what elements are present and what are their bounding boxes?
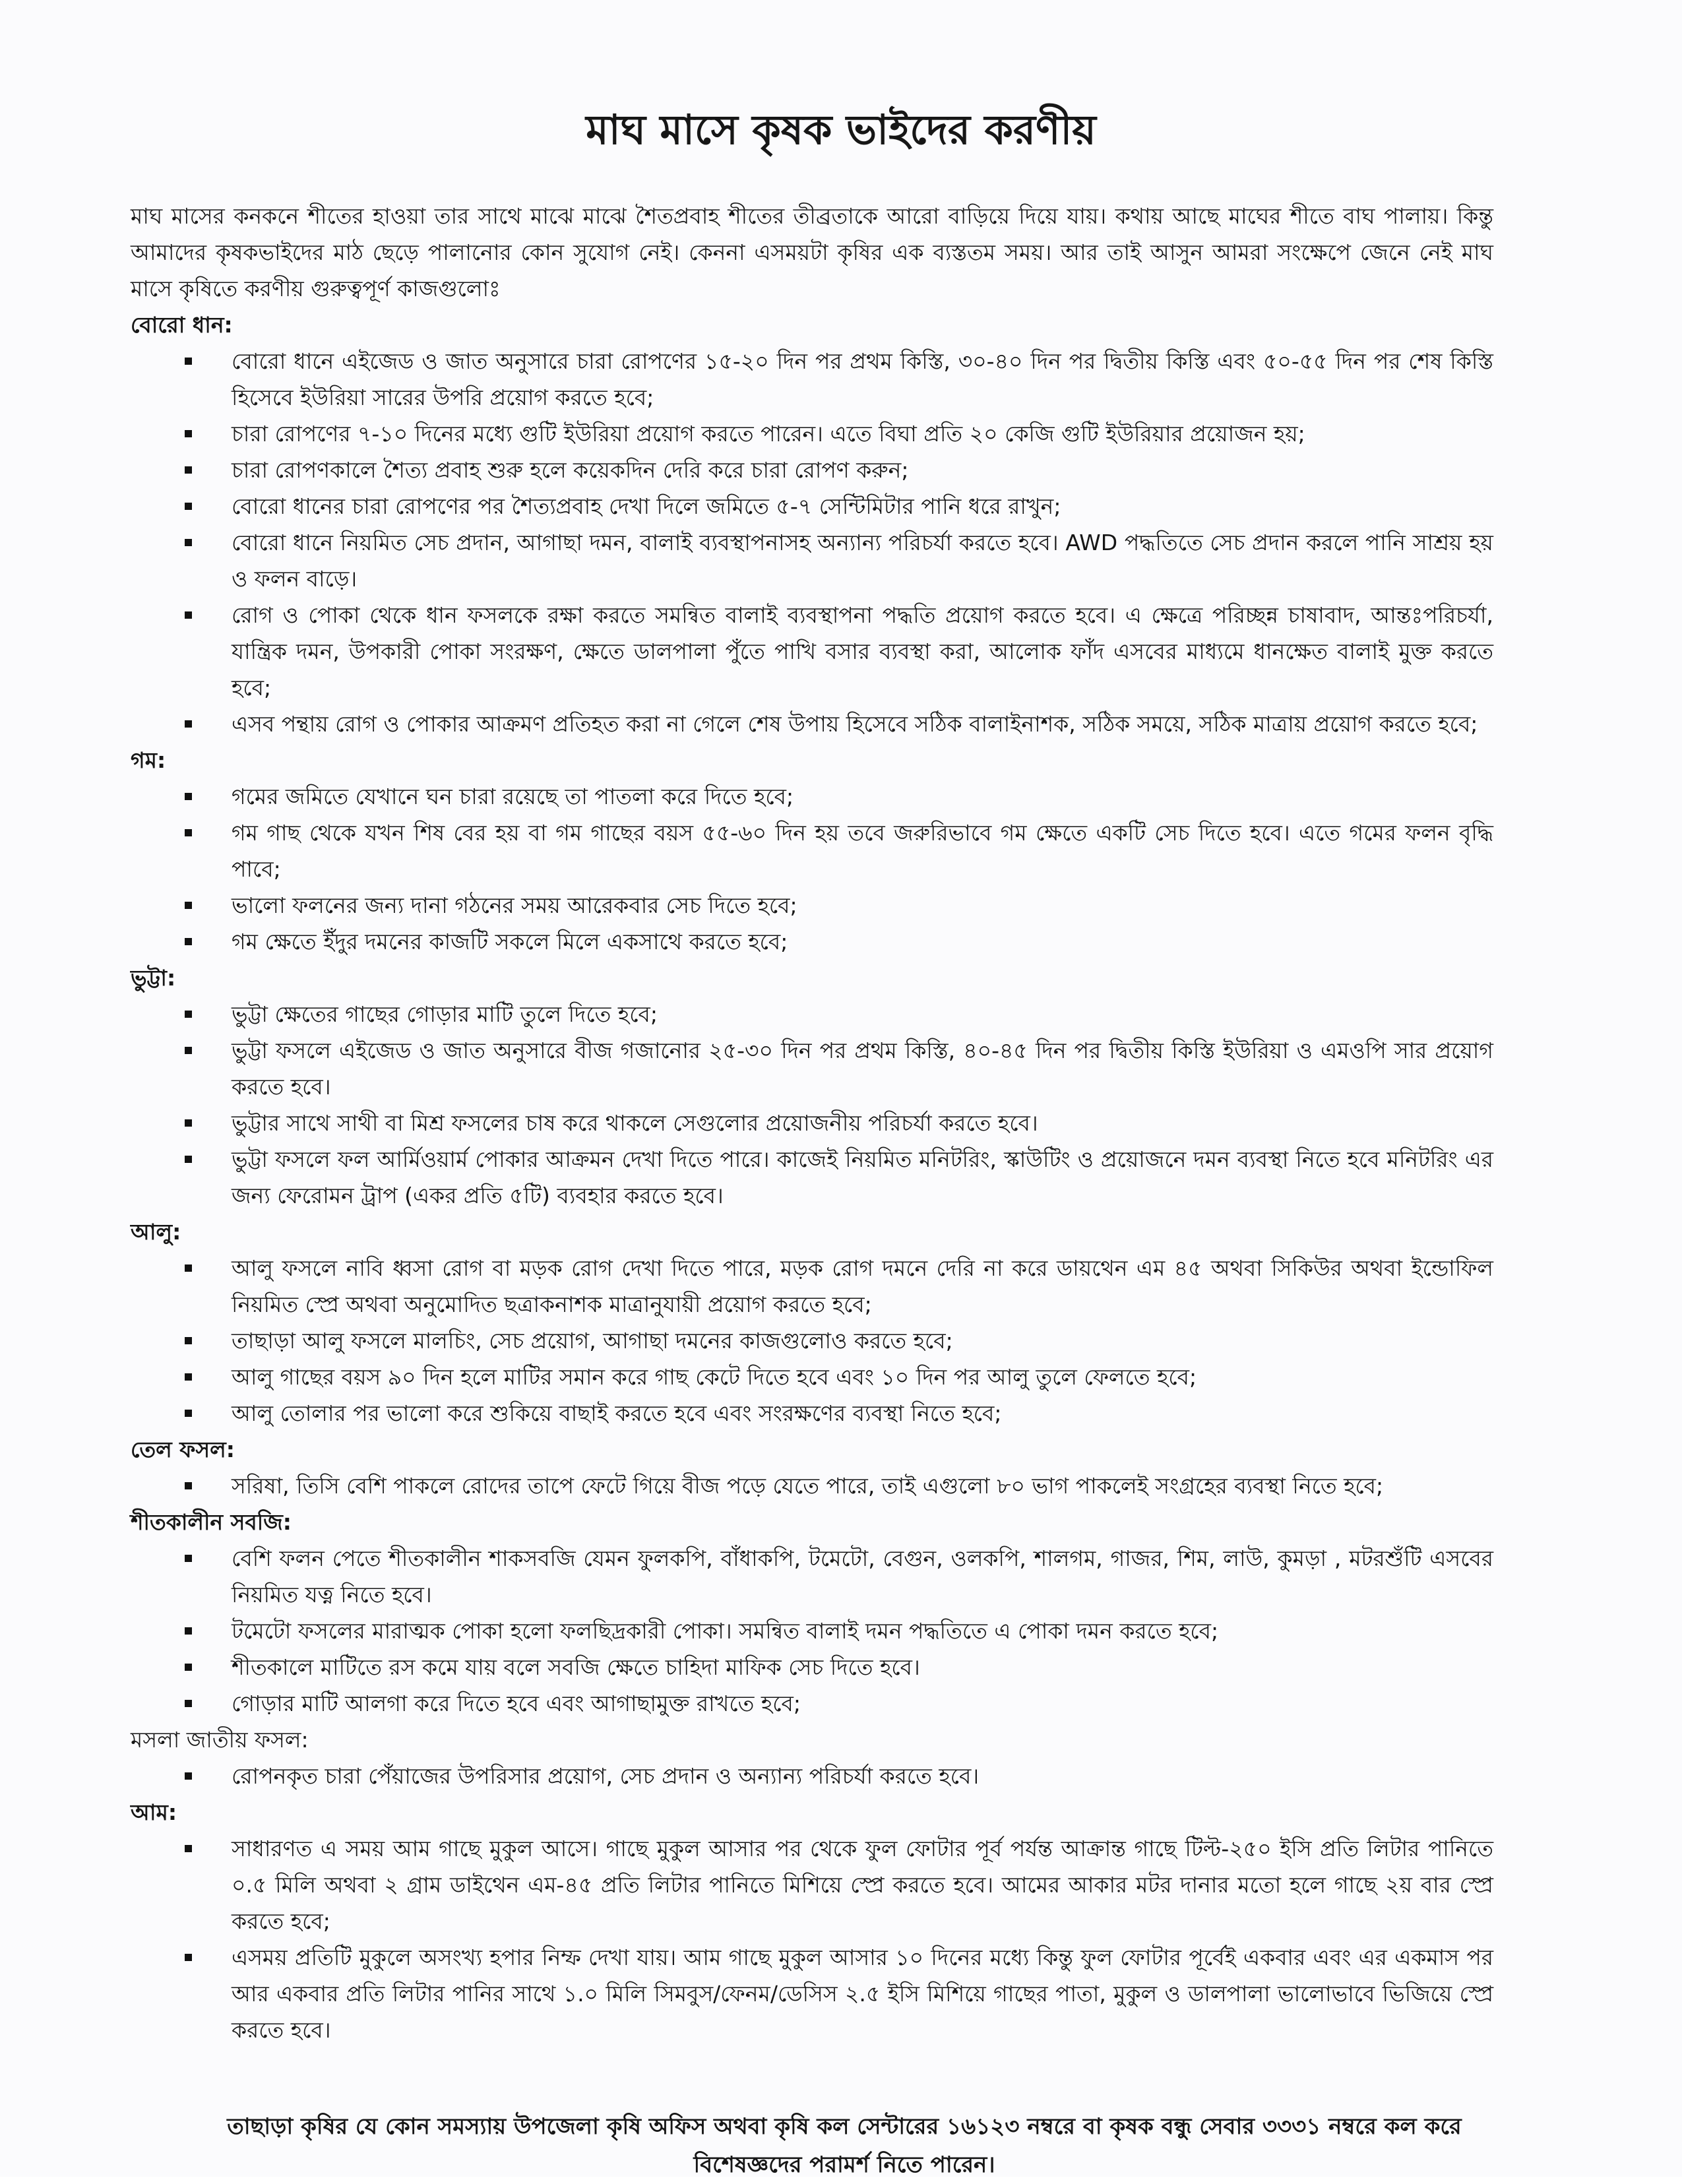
square-bullet-icon	[185, 1627, 192, 1635]
square-bullet-icon	[185, 1700, 192, 1707]
section-heading: মসলা জাতীয় ফসল:	[131, 1727, 309, 1753]
list-item-text: চারা রোপণকালে শৈত্য প্রবাহ শুরু হলে কয়েকদিন দেরি করে চারা রোপণ করুন;	[232, 457, 909, 483]
square-bullet-icon	[185, 1482, 192, 1489]
list-item-text: গম গাছ থেকে যখন শিষ বের হয় বা গম গাছের বয়স ৫৫-৬০ দিন হয় তবে জরুরিভাবে গম ক্ষেতে একটি সেচ দিতে হবে। এতে গমের ফলন বৃদ্ধি পাবে;	[232, 820, 1493, 882]
square-bullet-icon	[185, 611, 192, 619]
list-item	[131, 597, 1493, 706]
list-item	[131, 778, 1493, 815]
list-item	[131, 887, 1493, 923]
list-item	[131, 452, 1493, 488]
list-item	[131, 1395, 1493, 1431]
list-item-text: ভুট্টা ফসলে এইজেড ও জাত অনুসারে বীজ গজানোর ২৫-৩০ দিন পর প্রথম কিস্তি, ৪০-৪৫ দিন পর দ্বিতীয় কিস্তি ইউরিয়া ও এমওপি সার প্রয়োগ করতে হবে।	[232, 1038, 1493, 1100]
square-bullet-icon	[185, 1337, 192, 1344]
list-item-text: আলু তোলার পর ভালো করে শুকিয়ে বাছাই করতে হবে এবং সংরক্ষণের ব্যবস্থা নিতে হবে;	[232, 1400, 1002, 1426]
section-heading: আলু:	[131, 1219, 181, 1245]
list-item	[131, 524, 1493, 597]
list-item-text: শীতকালে মাটিতে রস কমে যায় বলে সবজি ক্ষেতে চাহিদা মাফিক সেচ দিতে হবে।	[232, 1654, 920, 1680]
section-list	[131, 996, 1493, 1214]
list-item-text: রোপনকৃত চারা পেঁয়াজের উপরিসার প্রয়োগ, সেচ প্রদান ও অন্যান্য পরিচর্যা করতে হবে।	[232, 1763, 980, 1789]
list-item-text: ভুট্টা ক্ষেতের গাছের গোড়ার মাটি তুলে দিতে হবে;	[232, 1001, 658, 1027]
list-item	[131, 1468, 1493, 1504]
list-item-text: এসব পন্থায় রোগ ও পোকার আক্রমণ প্রতিহত করা না গেলে শেষ উপায় হিসেবে সঠিক বালাইনাশক, সঠিক সময়ে, সঠিক মাত্রায় প্রয়োগ করতে হবে;	[232, 711, 1478, 737]
square-bullet-icon	[185, 1373, 192, 1381]
list-item	[131, 1685, 1493, 1722]
square-bullet-icon	[185, 902, 192, 909]
square-bullet-icon	[185, 503, 192, 510]
list-item	[131, 815, 1493, 887]
square-bullet-icon	[185, 720, 192, 728]
list-item	[131, 1250, 1493, 1323]
list-item	[131, 706, 1493, 742]
list-item-text: ভালো ফলনের জন্য দানা গঠনের সময় আরেকবার সেচ দিতে হবে;	[232, 892, 797, 918]
list-item-text: বোরো ধানে এইজেড ও জাত অনুসারে চারা রোপণের ১৫-২০ দিন পর প্রথম কিস্তি, ৩০-৪০ দিন পর দ্বিতীয় কিস্তি এবং ৫০-৫৫ দিন পর শেষ কিস্তি হিসেবে ইউরিয়া সারের উপরি প্রয়োগ করতে হবে;	[232, 348, 1493, 410]
intro-paragraph: মাঘ মাসের কনকনে শীতের হাওয়া তার সাথে মাঝে মাঝে শৈতপ্রবাহ শীতের তীব্রতাকে আরো বাড়িয়ে দিয়ে যায়। কথায় আছে মাঘের শীতে বাঘ পালায়। কিন্তু আমাদের কৃষকভাইদের মাঠ ছেড়ে পালানোর কোন সুযোগ নেই। কেননা এসময়টা কৃষির এক ব্যস্ততম সময়। আর তাই আসুন আমরা সংক্ষেপে জেনে নেই মাঘ মাসে কৃষিতে করণীয় গুরুত্বপূর্ণ কাজগুলোঃ	[131, 203, 1493, 301]
footer-note: তাছাড়া কৃষির যে কোন সমস্যায় উপজেলা কৃষি অফিস অথবা কৃষি কল সেন্টারের ১৬১২৩ নম্বরে বা কৃষক বন্ধু সেবার ৩৩৩১ নম্বরে কল করে বিশেষজ্ঞদের পরামর্শ নিতে পারেন।	[227, 2113, 1462, 2178]
square-bullet-icon	[185, 938, 192, 945]
list-item	[131, 996, 1493, 1032]
list-item	[131, 1141, 1493, 1214]
list-item	[131, 1830, 1493, 1939]
section-heading: আম:	[131, 1799, 177, 1825]
list-item	[131, 1032, 1493, 1105]
list-item-text: সাধারণত এ সময় আম গাছে মুকুল আসে। গাছে মুকুল আসার পর থেকে ফুল ফোটার পূর্ব পর্যন্ত আক্রান্ত গাছে টিল্ট-২৫০ ইসি প্রতি লিটার পানিতে ০.৫ মিলি অথবা ২ গ্রাম ডাইথেন এম-৪৫ প্রতি লিটার পানিতে মিশিয়ে স্প্রে করতে হবে। আমের আকার মটর দানার মতো হলে গাছে ২য় বার স্প্রে করতে হবে;	[232, 1836, 1493, 1934]
list-item	[131, 1649, 1493, 1685]
section-list	[131, 1830, 1493, 2048]
square-bullet-icon	[185, 1954, 192, 1961]
square-bullet-icon	[185, 1772, 192, 1780]
section-list	[131, 343, 1493, 742]
list-item-text: বোরো ধানে নিয়মিত সেচ প্রদান, আগাছা দমন, বালাই ব্যবস্থাপনাসহ অন্যান্য পরিচর্যা করতে হবে। AWD পদ্ধতিতে সেচ প্রদান করলে পানি সাশ্রয় হয় ও ফলন বাড়ে।	[232, 530, 1493, 592]
list-item-text: সরিষা, তিসি বেশি পাকলে রোদের তাপে ফেটে গিয়ে বীজ পড়ে যেতে পারে, তাই এগুলো ৮০ ভাগ পাকলেই সংগ্রহের ব্যবস্থা নিতে হবে;	[232, 1473, 1384, 1499]
list-item	[131, 343, 1493, 416]
list-item-text: টমেটো ফসলের মারাত্মক পোকা হলো ফলছিদ্রকারী পোকা। সমন্বিত বালাই দমন পদ্ধতিতে এ পোকা দমন করতে হবে;	[232, 1618, 1219, 1644]
section-heading: বোরো ধান:	[131, 312, 233, 338]
list-item	[131, 1758, 1493, 1794]
list-item	[131, 488, 1493, 524]
section-heading: ভুট্টা:	[131, 965, 176, 991]
list-item	[131, 923, 1493, 960]
square-bullet-icon	[185, 430, 192, 437]
section-list	[131, 1758, 1493, 1794]
list-item-text: আলু ফসলে নাবি ধ্বসা রোগ বা মড়ক রোগ দেখা দিতে পারে, মড়ক রোগ দমনে দেরি না করে ডায়থেন এম ৪৫ অথবা সিকিউর অথবা ইন্ডোফিল নিয়মিত স্প্রে অথবা অনুমোদিত ছত্রাকনাশক মাত্রানুযায়ী প্রয়োগ করতে হবে;	[232, 1255, 1493, 1317]
list-item-text: গোড়ার মাটি আলগা করে দিতে হবে এবং আগাছামুক্ত রাখতে হবে;	[232, 1691, 801, 1716]
list-item-text: বোরো ধানের চারা রোপণের পর শৈত্যপ্রবাহ দেখা দিলে জমিতে ৫-৭ সেন্টিমিটার পানি ধরে রাখুন;	[232, 493, 1061, 519]
list-item	[131, 1540, 1493, 1613]
list-item	[131, 416, 1493, 452]
list-item	[131, 1613, 1493, 1649]
section-heading: তেল ফসল:	[131, 1437, 235, 1462]
section-list	[131, 1250, 1493, 1431]
list-item-text: রোগ ও পোকা থেকে ধান ফসলকে রক্ষা করতে সমন্বিত বালাই ব্যবস্থাপনা পদ্ধতি প্রয়োগ করতে হবে। এ ক্ষেত্রে পরিচ্ছন্ন চাষাবাদ, আন্তঃপরিচর্যা, যান্ত্রিক দমন, উপকারী পোকা সংরক্ষণ, ক্ষেতে ডালপালা পুঁতে পাখি বসার ব্যবস্থা করা, আলোক ফাঁদ এসবের মাধ্যমে ধানক্ষেত বালাই মুক্ত করতে হবে;	[232, 602, 1493, 701]
square-bullet-icon	[185, 1156, 192, 1163]
document-body	[131, 198, 1493, 2048]
list-item-text: ভুট্টা ফসলে ফল আর্মিওয়ার্ম পোকার আক্রমন দেখা দিতে পারে। কাজেই নিয়মিত মনিটরিং, স্কাউটিং ও প্রয়োজনে দমন ব্যবস্থা নিতে হবে মনিটরিং এর জন্য ফেরোমন ট্রাপ (একর প্রতি ৫টি) ব্যবহার করতে হবে।	[232, 1146, 1493, 1208]
list-item-text: গম ক্ষেতে ইঁদুর দমনের কাজটি সকলে মিলে একসাথে করতে হবে;	[232, 929, 788, 954]
square-bullet-icon	[185, 1119, 192, 1127]
list-item	[131, 1105, 1493, 1141]
square-bullet-icon	[185, 1664, 192, 1671]
list-item	[131, 1359, 1493, 1395]
square-bullet-icon	[185, 1264, 192, 1272]
list-item-text: আলু গাছের বয়স ৯০ দিন হলে মাটির সমান করে গাছ কেটে দিতে হবে এবং ১০ দিন পর আলু তুলে ফেলতে হবে;	[232, 1364, 1197, 1390]
square-bullet-icon	[185, 1410, 192, 1417]
section-heading: গম:	[131, 747, 166, 773]
square-bullet-icon	[185, 829, 192, 836]
list-item	[131, 1939, 1493, 2048]
list-item-text: বেশি ফলন পেতে শীতকালীন শাকসবজি যেমন ফুলকপি, বাঁধাকপি, টমেটো, বেগুন, ওলকপি, শালগম, গাজর, শিম, লাউ, কুমড়া , মটরশুঁটি এসবের নিয়মিত যত্ন নিতে হবে।	[232, 1545, 1493, 1607]
list-item	[131, 1323, 1493, 1359]
section-list	[131, 1540, 1493, 1722]
list-item-text: গমের জমিতে যেখানে ঘন চারা রয়েছে তা পাতলা করে দিতে হবে;	[232, 784, 794, 809]
square-bullet-icon	[185, 539, 192, 546]
square-bullet-icon	[185, 793, 192, 800]
square-bullet-icon	[185, 1011, 192, 1018]
square-bullet-icon	[185, 358, 192, 365]
list-item-text: ভুট্টার সাথে সাথী বা মিশ্র ফসলের চাষ করে থাকলে সেগুলোর প্রয়োজনীয় পরিচর্যা করতে হবে।	[232, 1110, 1038, 1136]
list-item-text: এসময় প্রতিটি মুকুলে অসংখ্য হপার নিম্ফ দেখা যায়। আম গাছে মুকুল আসার ১০ দিনের মধ্যে কিন্তু ফুল ফোটার পূর্বেই একবার এবং এর একমাস পর আর একবার প্রতি লিটার পানির সাথে ১.০ মিলি সিমবুস/ফেনম/ডেসিস ২.৫ ইসি মিশিয়ে গাছের পাতা, মুকুল ও ডালপালা ভালোভাবে ভিজিয়ে স্প্রে করতে হবে।	[232, 1945, 1493, 2043]
document-title: মাঘ মাসে কৃষক ভাইদের করণীয়	[586, 106, 1096, 154]
section-list	[131, 778, 1493, 960]
square-bullet-icon	[185, 1555, 192, 1562]
list-item-text: তাছাড়া আলু ফসলে মালচিং, সেচ প্রয়োগ, আগাছা দমনের কাজগুলোও করতে হবে;	[232, 1328, 953, 1354]
list-item-text: চারা রোপণের ৭-১০ দিনের মধ্যে গুটি ইউরিয়া প্রয়োগ করতে পারেন। এতে বিঘা প্রতি ২০ কেজি গুটি ইউরিয়ার প্রয়োজন হয়;	[232, 421, 1305, 447]
section-list	[131, 1468, 1493, 1504]
square-bullet-icon	[185, 1845, 192, 1852]
square-bullet-icon	[185, 466, 192, 474]
square-bullet-icon	[185, 1047, 192, 1054]
section-heading: শীতকালীন সবজি:	[131, 1509, 292, 1535]
